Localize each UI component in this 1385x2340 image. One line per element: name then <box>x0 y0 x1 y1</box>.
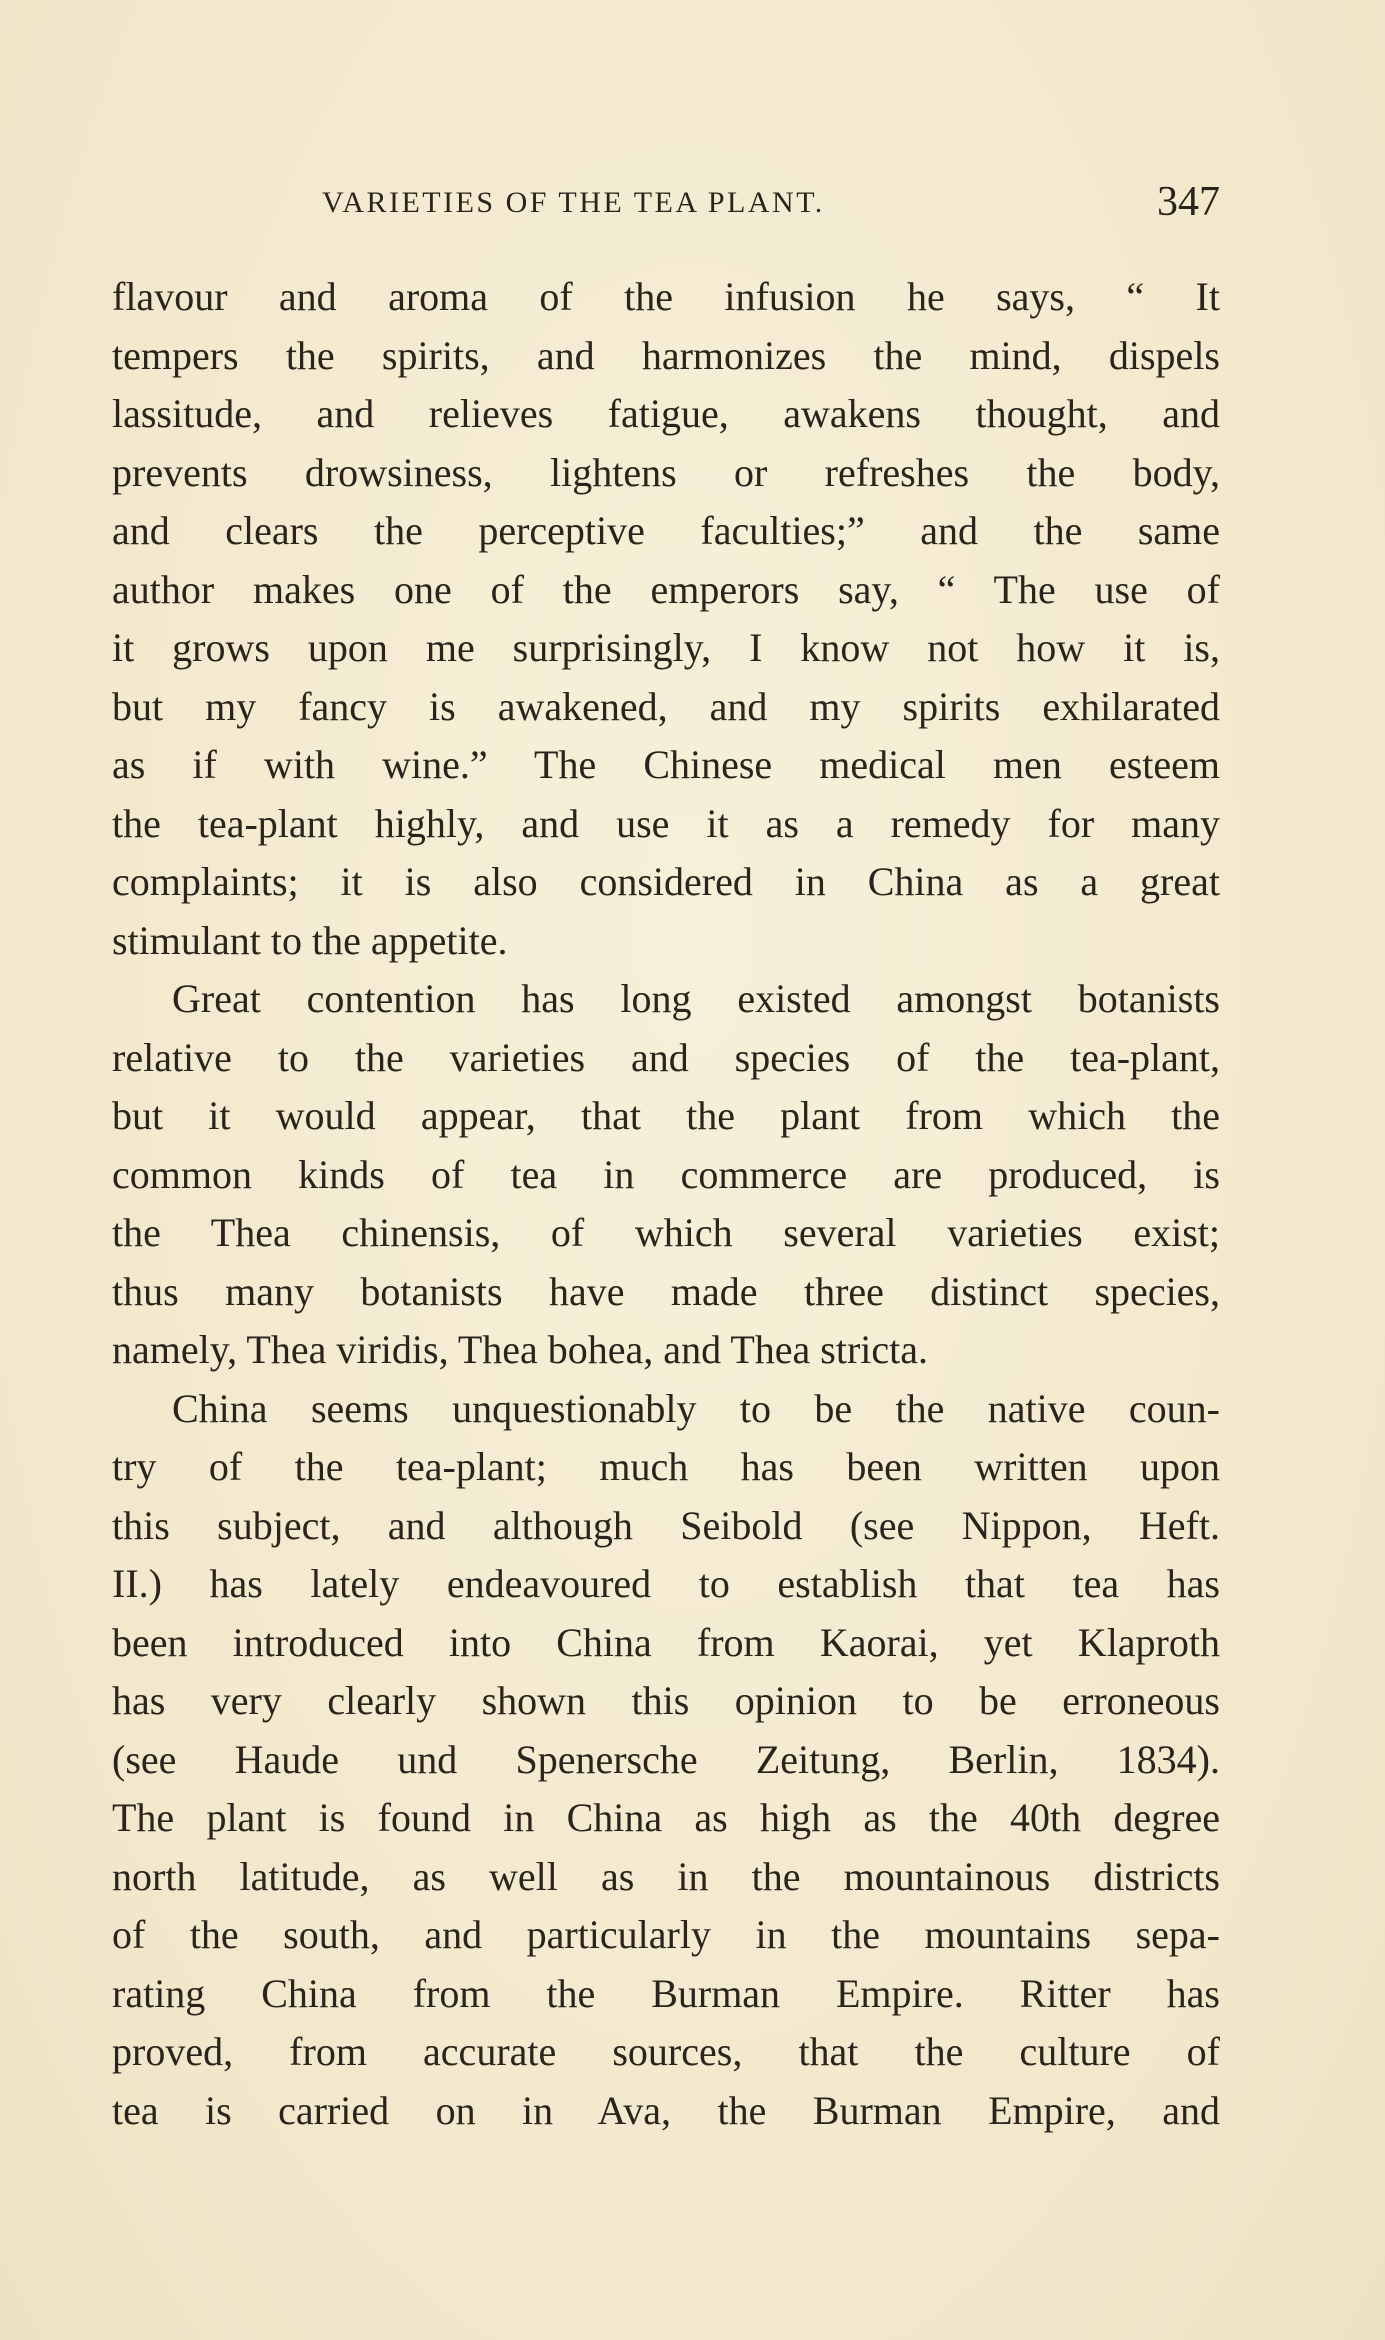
text-line: (see Haude und Spenersche Zeitung, Berlin, 1834). <box>112 1736 1220 1782</box>
text-line: author makes one of the emperors say, “ The use of <box>112 566 1220 612</box>
text-line: but my fancy is awakened, and my spirits exhilarated <box>112 683 1220 729</box>
text-line: flavour and aroma of the infusion he says, “ It <box>112 274 1220 319</box>
text-line: relative to the varieties and species of the tea-plant, <box>112 1034 1220 1080</box>
text-line: the Thea chinensis, of which several varieties exist; <box>112 1210 1220 1255</box>
paragraph-start-line: China seems unquestionably to be the native coun- <box>172 1385 1220 1431</box>
text-line: of the south, and particularly in the mountains sepa- <box>112 1912 1220 1957</box>
text-line: tempers the spirits, and harmonizes the mind, dispels <box>112 332 1220 378</box>
running-title: VARIETIES OF THE TEA PLANT. <box>322 186 825 219</box>
text-line: II.) has lately endeavoured to establish that tea has <box>112 1561 1220 1606</box>
text-line: thus many botanists have made three distinct species, <box>112 1268 1220 1314</box>
text-line: namely, Thea viridis, Thea bohea, and Thea stricta. <box>112 1327 929 1372</box>
paragraph-start-line: Great contention has long existed amongst botanists <box>172 976 1220 1021</box>
running-head <box>112 178 1220 228</box>
text-line: try of the tea-plant; much has been written upon <box>112 1444 1220 1489</box>
text-line: north latitude, as well as in the mountainous districts <box>112 1853 1220 1899</box>
text-line: prevents drowsiness, lightens or refreshes the body, <box>112 449 1220 495</box>
text-line: has very clearly shown this opinion to be erroneous <box>112 1678 1220 1723</box>
text-line: lassitude, and relieves fatigue, awakens thought, and <box>112 391 1220 436</box>
text-line: tea is carried on in Ava, the Burman Empire, and <box>112 2087 1220 2133</box>
text-line: as if with wine.” The Chinese medical men esteem <box>112 742 1220 787</box>
text-line: The plant is found in China as high as the 40th degree <box>112 1795 1220 1840</box>
text-line: the tea-plant highly, and use it as a remedy for many <box>112 800 1220 846</box>
text-line: common kinds of tea in commerce are produced, is <box>112 1151 1220 1197</box>
text-line: rating China from the Burman Empire. Ritter has <box>112 1970 1220 2016</box>
text-line: proved, from accurate sources, that the culture of <box>112 2029 1220 2074</box>
body-text <box>112 268 1220 2140</box>
text-line: been introduced into China from Kaorai, yet Klaproth <box>112 1619 1220 1665</box>
page-number: 347 <box>1157 179 1220 225</box>
text-line: but it would appear, that the plant from which the <box>112 1093 1220 1138</box>
text-line: stimulant to the appetite. <box>112 917 508 963</box>
text-line: it grows upon me surprisingly, I know not how it is, <box>112 625 1220 670</box>
text-line: complaints; it is also considered in China as a great <box>112 859 1220 904</box>
text-line: this subject, and although Seibold (see Nippon, Heft. <box>112 1502 1220 1548</box>
text-line: and clears the perceptive faculties;” and the same <box>112 508 1220 553</box>
